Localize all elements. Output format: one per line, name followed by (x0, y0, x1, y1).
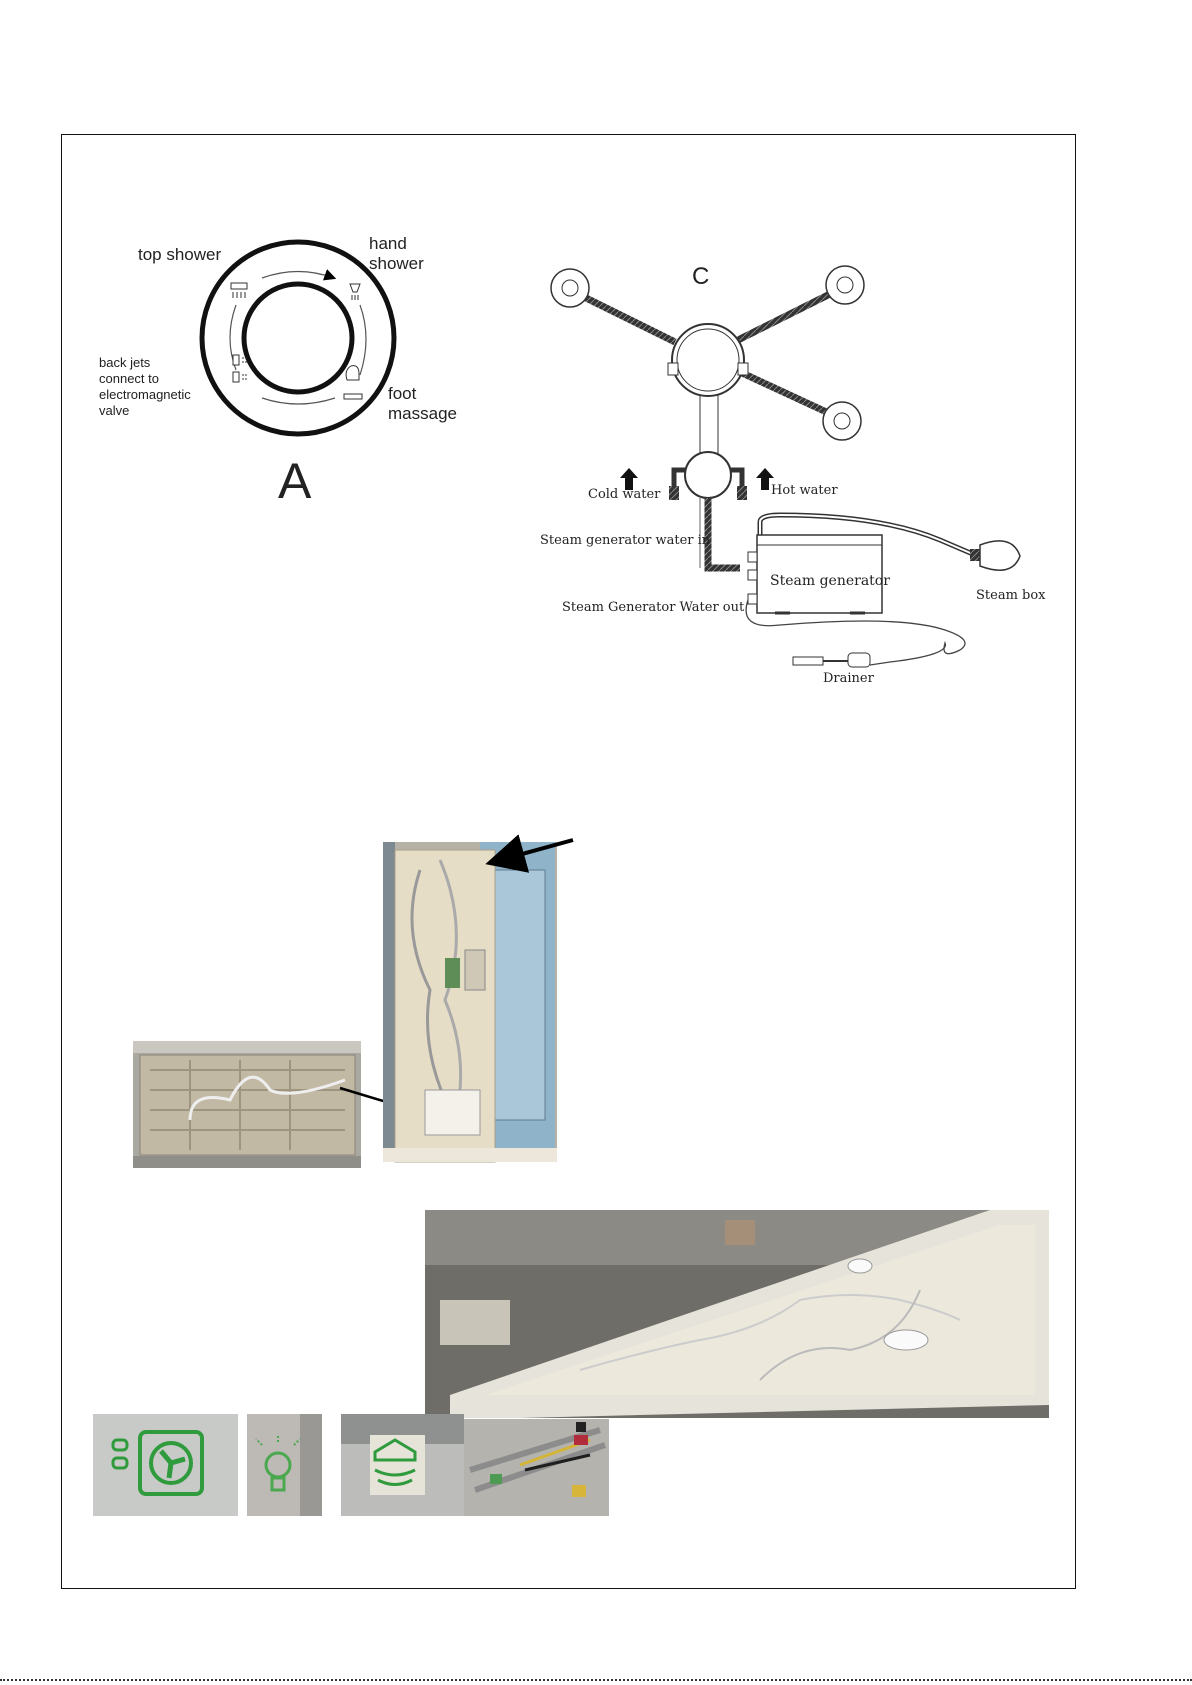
label-top-shower: top shower (138, 245, 222, 264)
nozzle (551, 269, 589, 307)
label-foot: foot (388, 384, 417, 403)
photo-icon-light (247, 1414, 322, 1516)
label-steam-box: Steam box (976, 588, 1046, 603)
label-back-jets-1: back jets (99, 355, 151, 370)
outer-ring (202, 242, 394, 434)
mixer-hub (685, 452, 731, 498)
supply-hose (708, 498, 740, 568)
label-steam-water-out: Steam Generator Water out (562, 600, 745, 615)
photo-ceiling-panel (425, 1210, 1049, 1418)
photo-connectors (464, 1419, 609, 1516)
hose (738, 290, 838, 340)
cold-connector (669, 486, 679, 500)
label-back-jets-3: electromagnetic (99, 387, 191, 402)
label-back-jets-2: connect to (99, 371, 159, 386)
drainer (793, 653, 870, 667)
label-back-jets-4: valve (99, 403, 130, 418)
label-massage: massage (388, 404, 457, 423)
label-hot-water: Hot water (771, 483, 838, 498)
hot-connector (737, 486, 747, 500)
label-drainer: Drainer (823, 671, 874, 686)
hose (740, 372, 835, 416)
flow-arrow (360, 305, 366, 375)
photo-cabin-back (383, 842, 557, 1162)
top-hub (672, 324, 744, 396)
flow-arrow (262, 272, 334, 279)
diagram-c (540, 263, 1046, 686)
nozzle (823, 402, 861, 440)
diagram-a-letter: A (278, 453, 312, 509)
fitting (668, 363, 678, 375)
fitting (738, 363, 748, 375)
photo-icon-radio (341, 1414, 464, 1516)
label-cold-water: Cold water (588, 487, 661, 502)
inner-ring (244, 284, 352, 392)
label-hand-shower-1: hand (369, 234, 407, 253)
flow-arrow (262, 398, 335, 404)
diagram-a (99, 234, 457, 509)
page-bottom-border (0, 1679, 1192, 1681)
hand-shower-icon (350, 284, 360, 300)
foot-massage-icon (344, 366, 362, 399)
photo-icon-fan (93, 1414, 238, 1516)
nozzle (826, 266, 864, 304)
diagram-c-letter: C (692, 263, 710, 290)
label-steam-water-in: Steam generator water in (540, 533, 711, 548)
label-steam-generator: Steam generator (770, 573, 890, 589)
hose (580, 295, 675, 342)
top-shower-icon (231, 283, 247, 298)
steam-box (970, 541, 1020, 570)
photo-base-tray (133, 1041, 361, 1168)
label-hand-shower-2: shower (369, 254, 424, 273)
